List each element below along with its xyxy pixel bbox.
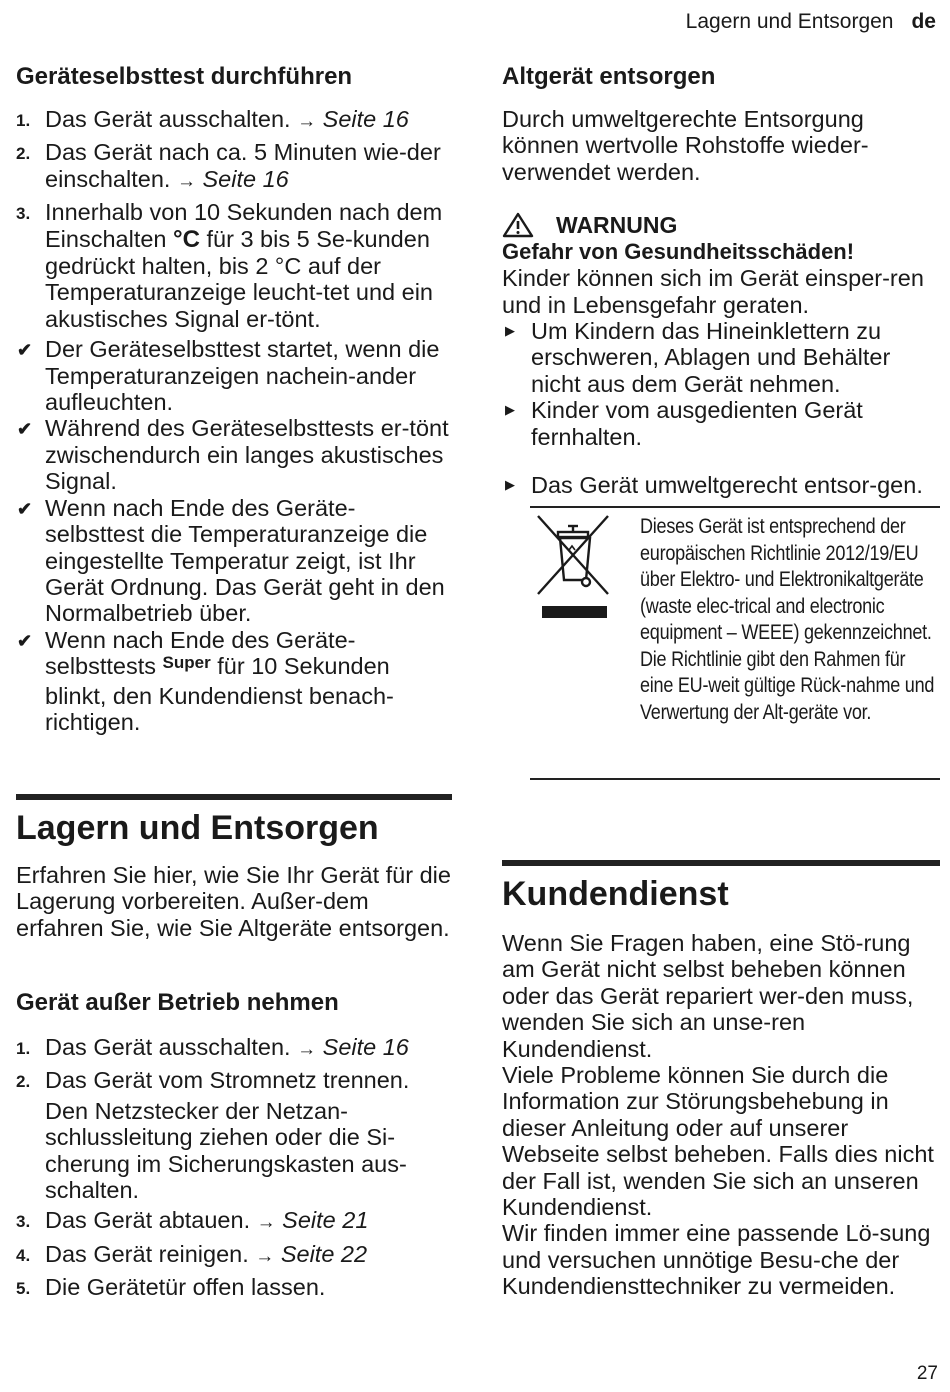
selftest-step-3	[16, 199, 452, 332]
shutdown-step-2	[16, 1067, 452, 1203]
shutdown-step-4	[16, 1241, 452, 1270]
result-text: Wenn nach Ende des Geräte-selbsttest die Temperaturanzeige die eingestellte Temperatur zeigt, ist Ihr Gerät Ordnung. Das Gerät geht in den Normalbetrieb über.	[45, 494, 445, 627]
weee-text	[640, 514, 937, 726]
shutdown-heading: Gerät außer Betrieb nehmen	[16, 989, 339, 1016]
weee-paragraph: Dieses Gerät ist entsprechend der europäischen Richtlinie 2012/19/EU über Elektro- und Elektronikaltgeräte (waste elec-trical and electronic equipment – WEEE) gekennzeichnet.	[640, 515, 932, 645]
step-number: 3.	[16, 1212, 31, 1232]
check-icon: ✔	[17, 340, 33, 361]
shutdown-step-5	[16, 1274, 452, 1300]
action-text: Das Gerät umweltgerecht entsor-gen.	[531, 472, 923, 499]
disposal-section	[502, 62, 940, 780]
step-text: Das Gerät nach ca. 5 Minuten wie-der einschalten.	[45, 139, 441, 192]
selftest-section	[16, 62, 452, 735]
step-text: Das Gerät reinigen.	[45, 1240, 256, 1267]
step-number: 5.	[16, 1279, 31, 1299]
shutdown-steps	[16, 1034, 452, 1301]
step-number: 1.	[16, 111, 31, 130]
result-item	[16, 627, 452, 736]
triangle-bullet-icon: ▶	[505, 477, 515, 493]
warning-text: Kinder können sich im Gerät einsper-ren und in Lebensgefahr geraten.	[502, 265, 924, 318]
arrow-right-icon: →	[176, 170, 196, 192]
warning-action	[502, 318, 940, 397]
warning-header	[502, 211, 940, 239]
result-text: Wenn nach Ende des Geräte-selbsttests	[45, 626, 356, 680]
super-mode-symbol: Super	[162, 653, 211, 673]
triangle-bullet-icon: ▶	[505, 323, 515, 339]
step-text: Das Gerät vom Stromnetz trennen.	[45, 1067, 410, 1094]
weee-date-bar	[542, 606, 607, 618]
warning-action	[502, 397, 940, 450]
page-reference: Seite 22	[280, 1240, 368, 1267]
step-text: Das Gerät ausschalten.	[45, 1034, 298, 1060]
result-item	[16, 495, 452, 627]
page-reference: Seite 16	[322, 106, 409, 132]
step-text: Die Gerätetür offen lassen.	[45, 1274, 326, 1301]
shutdown-section	[16, 988, 452, 1305]
step-number: 2.	[16, 144, 31, 164]
service-heading: Kundendienst	[502, 875, 729, 913]
step-text: Das Gerät abtauen.	[45, 1207, 257, 1234]
arrow-right-icon: →	[256, 1212, 276, 1234]
storage-heading: Lagern und Entsorgen	[16, 809, 379, 847]
service-section	[502, 860, 940, 1300]
selftest-results	[16, 336, 452, 735]
selftest-step-2	[16, 139, 452, 195]
service-paragraph: Wenn Sie Fragen haben, eine Stö-rung am Gerät nicht selbst beheben können oder das Gerät repariert wer-den muss, wenden Sie sich an unse-ren Kundendienst.	[502, 930, 914, 1062]
result-text: für 10 Sekunden blinkt, den Kundendienst benach-richtigen.	[45, 653, 394, 735]
warning-triangle-icon	[502, 212, 534, 238]
step-number: 1.	[16, 1039, 31, 1058]
shutdown-step-3	[16, 1207, 452, 1236]
result-item	[16, 415, 452, 494]
service-body	[502, 930, 940, 1300]
result-text: Während des Geräteselbsttests er-tönt zwischendurch ein langes akustisches Signal.	[45, 415, 449, 495]
triangle-bullet-icon: ▶	[505, 402, 515, 418]
check-icon: ✔	[17, 498, 33, 519]
result-text: Der Geräteselbsttest startet, wenn die Temperaturanzeigen nachein-ander aufleuchten.	[45, 336, 440, 416]
warning-label: WARNUNG	[556, 212, 678, 239]
weee-paragraph: Die Richtlinie gibt den Rahmen für eine EU-weit gültige Rück-nahme und Verwertung der Alt-geräte vor.	[640, 647, 935, 724]
service-paragraph: Wir finden immer eine passende Lö-sung und versuchen unnötige Besu-che der Kundendiensttechniker zu vermeiden.	[502, 1220, 931, 1300]
check-icon: ✔	[17, 419, 33, 440]
step-number: 4.	[16, 1245, 31, 1265]
disposal-intro: Durch umweltgerechte Entsorgung können wertvolle Rohstoffe wieder-verwendet werden.	[502, 106, 869, 185]
result-item	[16, 336, 452, 415]
check-icon: ✔	[17, 630, 33, 651]
page-reference: Seite 21	[282, 1207, 369, 1234]
step-detail: Den Netzstecker der Netzan-schlussleitung ziehen oder die Si-cherung im Sicherungskasten aus-schalten.	[45, 1097, 407, 1204]
disposal-heading: Altgerät entsorgen	[502, 63, 716, 90]
step-number: 2.	[16, 1072, 31, 1092]
arrow-right-icon: →	[297, 1039, 317, 1060]
step-text: Innerhalb von 10 Sekunden nach dem Einschalten	[45, 199, 443, 252]
selftest-heading: Geräteselbsttest durchführen	[16, 63, 353, 90]
action-text: Kinder vom ausgedienten Gerät fernhalten.	[531, 397, 863, 450]
arrow-right-icon: →	[255, 1245, 275, 1267]
page-number: 27	[916, 1363, 938, 1384]
warning-block	[502, 211, 940, 450]
shutdown-step-1	[16, 1034, 452, 1063]
crossed-out-wheelie-bin-icon	[536, 514, 610, 596]
running-header	[686, 8, 936, 36]
storage-section	[16, 794, 452, 941]
section-divider	[16, 794, 452, 800]
weee-notice	[530, 506, 940, 780]
page-reference: Seite 16	[202, 165, 289, 192]
arrow-right-icon: →	[297, 111, 317, 132]
section-divider	[502, 860, 940, 866]
selftest-steps	[16, 106, 452, 332]
selftest-step-1	[16, 106, 452, 135]
step-text: für 3 bis 5 Se-kunden gedrückt halten, bis 2 °C auf der Temperaturanzeige leucht-tet und ein akustisches Signal er-tönt.	[45, 225, 433, 332]
step-number: 3.	[16, 204, 31, 224]
header-section-title: Lagern und Entsorgen	[685, 10, 894, 33]
celsius-button-symbol: °C	[173, 225, 200, 253]
storage-intro: Erfahren Sie hier, wie Sie Ihr Gerät für die Lagerung vorbereiten. Außer-dem erfahren Sie, wie Sie Altgeräte entsorgen.	[16, 862, 451, 941]
action-text: Um Kindern das Hineinklettern zu erschweren, Ablagen und Behälter nicht aus dem Gerät nehmen.	[531, 318, 891, 397]
service-paragraph: Viele Probleme können Sie durch die Information zur Störungsbehebung in dieser Anleitung oder auf unserer Webseite selbst beheben. Falls dies nicht der Fall ist, wenden Sie sich an unseren Kundendienst.	[502, 1062, 934, 1221]
page-reference: Seite 16	[322, 1034, 409, 1060]
header-language-code: de	[911, 10, 936, 33]
disposal-action	[502, 472, 940, 498]
warning-subtitle: Gefahr von Gesundheitsschäden!	[502, 239, 855, 265]
step-text: Das Gerät ausschalten.	[45, 106, 298, 132]
